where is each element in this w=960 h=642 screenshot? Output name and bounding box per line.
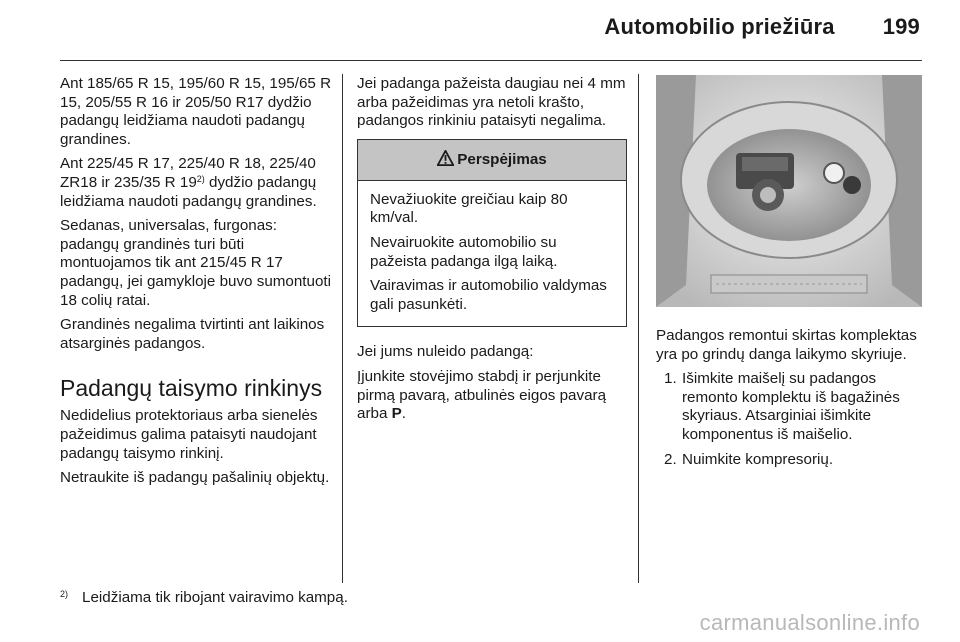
page-title: Automobilio priežiūra	[604, 14, 835, 39]
trunk-repair-kit-photo	[656, 75, 922, 307]
footnote-ref: 2)	[196, 173, 205, 184]
section-heading: Padangų taisymo rinkinys	[60, 375, 323, 402]
page-header	[604, 14, 920, 40]
spare-tire-paragraph: Grandinės negalima tvirtinti ant laikinos atsarginės padangos.	[60, 316, 325, 352]
footnote-text: Leidžiama tik ribojant vairavimo kampą.	[82, 589, 348, 606]
vehicle-variants-paragraph: Sedanas, universalas, furgonas: padangų grandinės turi būti montuojamos tik ant 215/45 R 17 padangų, jei gamykloje buvo sumontuoti 18 colių ratai.	[60, 217, 332, 309]
header-rule	[60, 60, 922, 61]
column-3	[656, 75, 924, 475]
warning-triangle-icon	[437, 150, 454, 166]
column-2	[357, 75, 627, 430]
warning-line: Nevairuokite automobilio su pažeista padanga ilgą laiką.	[370, 233, 558, 270]
kit-location-paragraph: Padangos remontui skirtas komplektas yra po grindų danga laikymo skyriuje.	[656, 327, 917, 363]
page-number: 199	[882, 14, 920, 39]
chain-sizes-paragraph-2: Ant 225/45 R 17, 225/40 R 18, 225/40 ZR18 ir 235/35 R 19$^{2)}$ dydžio padangų leidžiama naudoti padangų grandines.	[60, 155, 317, 210]
column-1	[60, 75, 332, 494]
warning-header	[358, 140, 626, 181]
step-item: 1. Išimkite maišelį su padangos remonto komplektu iš bagažinės skyriaus. Atsarginiai išimkite komponentus iš maišelio.	[664, 370, 900, 443]
footnote-mark: 2)	[60, 589, 69, 599]
step-list	[656, 370, 924, 469]
warning-line: Vairavimas ir automobilio valdymas gali pasunkėti.	[370, 277, 607, 313]
chain-sizes-paragraph: Ant 185/65 R 15, 195/60 R 15, 195/65 R 15, 205/55 R 16 ir 205/50 R17 dydžio padangų leidžiama naudoti padangų grandines.	[60, 75, 332, 148]
repair-kit-intro: Nedidelius protektoriaus arba sienelės pažeidimus galima pataisyti naudojant padangų taisymo rinkinį.	[60, 407, 318, 462]
column-divider-2	[638, 74, 639, 583]
foreign-objects-paragraph: Netraukite iš padangų pašalinių objektų.	[60, 469, 330, 487]
warning-title: Perspėjimas	[457, 150, 547, 168]
column-divider-1	[342, 74, 343, 583]
step-item: 2. Nuimkite kompresorių.	[664, 450, 834, 468]
warning-body	[358, 181, 626, 327]
footnote	[60, 589, 348, 606]
flat-tire-paragraph: Jei jums nuleido padangą:	[357, 343, 534, 361]
warning-box	[357, 139, 627, 328]
damage-limit-paragraph: Jei padanga pažeista daugiau nei 4 mm arba pažeidimas yra netoli krašto, padangos rinkiniu pataisyti negalima.	[357, 75, 626, 130]
watermark: carmanualsonline.info	[699, 610, 920, 635]
parking-brake-paragraph: Įjunkite stovėjimo stabdį ir perjunkite pirmą pavarą, atbulinės eigos pavarą arba P.	[357, 367, 607, 423]
warning-line: Nevažiuokite greičiau kaip 80 km/val.	[370, 190, 568, 227]
